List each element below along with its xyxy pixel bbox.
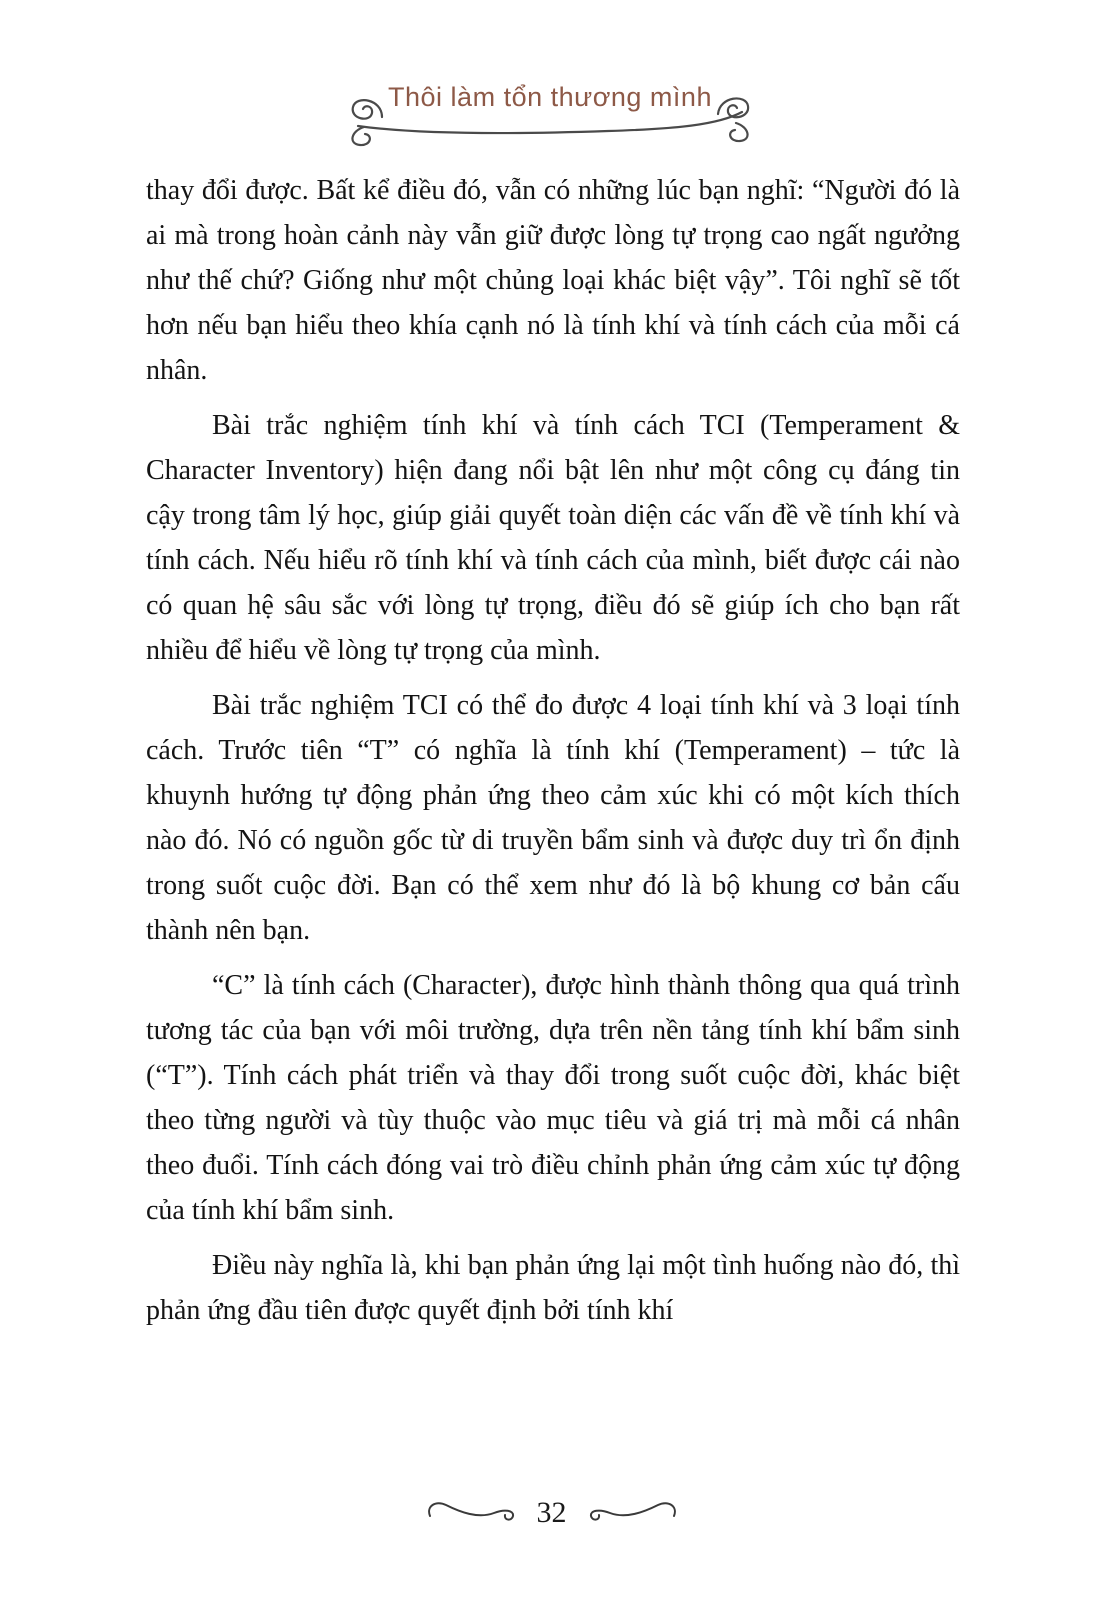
paragraph: Bài trắc nghiệm tính khí và tính cách TCI (Temperament & Character Inventory) hiện đang nổi bật lên như một công cụ đáng tin cậy trong tâm lý học, giúp giải quyết toàn diện các vấn đề về tính khí và tính cách. Nếu hiểu rõ tính khí và tính cách của mình, biết được cái nào có quan hệ sâu sắc với lòng tự trọng, điều đó sẽ giúp ích cho bạn rất nhiều để hiểu về lòng tự trọng của mình. [146, 410, 960, 666]
running-header [340, 76, 760, 152]
paragraph: Điều này nghĩa là, khi bạn phản ứng lại một tình huống nào đó, thì phản ứng đầu tiên được quyết định bởi tính khí [146, 1250, 960, 1326]
page-footer [0, 1496, 1103, 1530]
footer-flourish-left-icon [426, 1498, 521, 1528]
page-number: 32 [536, 1496, 567, 1529]
footer-flourish-right-icon [583, 1498, 678, 1528]
paragraph: Bài trắc nghiệm TCI có thể đo được 4 loại tính khí và 3 loại tính cách. Trước tiên “T” có nghĩa là tính khí (Temperament) – tức là khuynh hướng tự động phản ứng theo cảm xúc khi có một kích thích nào đó. Nó có nguồn gốc từ di truyền bẩm sinh và được duy trì ổn định trong suốt cuộc đời. Bạn có thể xem như đó là bộ khung cơ bản cấu thành nên bạn. [146, 690, 960, 946]
paragraph: “C” là tính cách (Character), được hình thành thông qua quá trình tương tác của bạn với môi trường, dựa trên nền tảng tính khí bẩm sinh (“T”). Tính cách phát triển và thay đổi trong suốt cuộc đời, khác biệt theo từng người và tùy thuộc vào mục tiêu và giá trị mà mỗi cá nhân theo đuổi. Tính cách đóng vai trò điều chỉnh phản ứng cảm xúc tự động của tính khí bẩm sinh. [146, 970, 960, 1226]
page-body [146, 168, 960, 1343]
running-header-title: Thôi làm tổn thương mình [388, 82, 712, 112]
paragraph: thay đổi được. Bất kể điều đó, vẫn có những lúc bạn nghĩ: “Người đó là ai mà trong hoàn cảnh này vẫn giữ được lòng tự trọng cao ngất ngưởng như thế chứ? Giống như một chủng loại khác biệt vậy”. Tôi nghĩ sẽ tốt hơn nếu bạn hiểu theo khía cạnh nó là tính khí và tính cách của mỗi cá nhân. [146, 175, 960, 386]
